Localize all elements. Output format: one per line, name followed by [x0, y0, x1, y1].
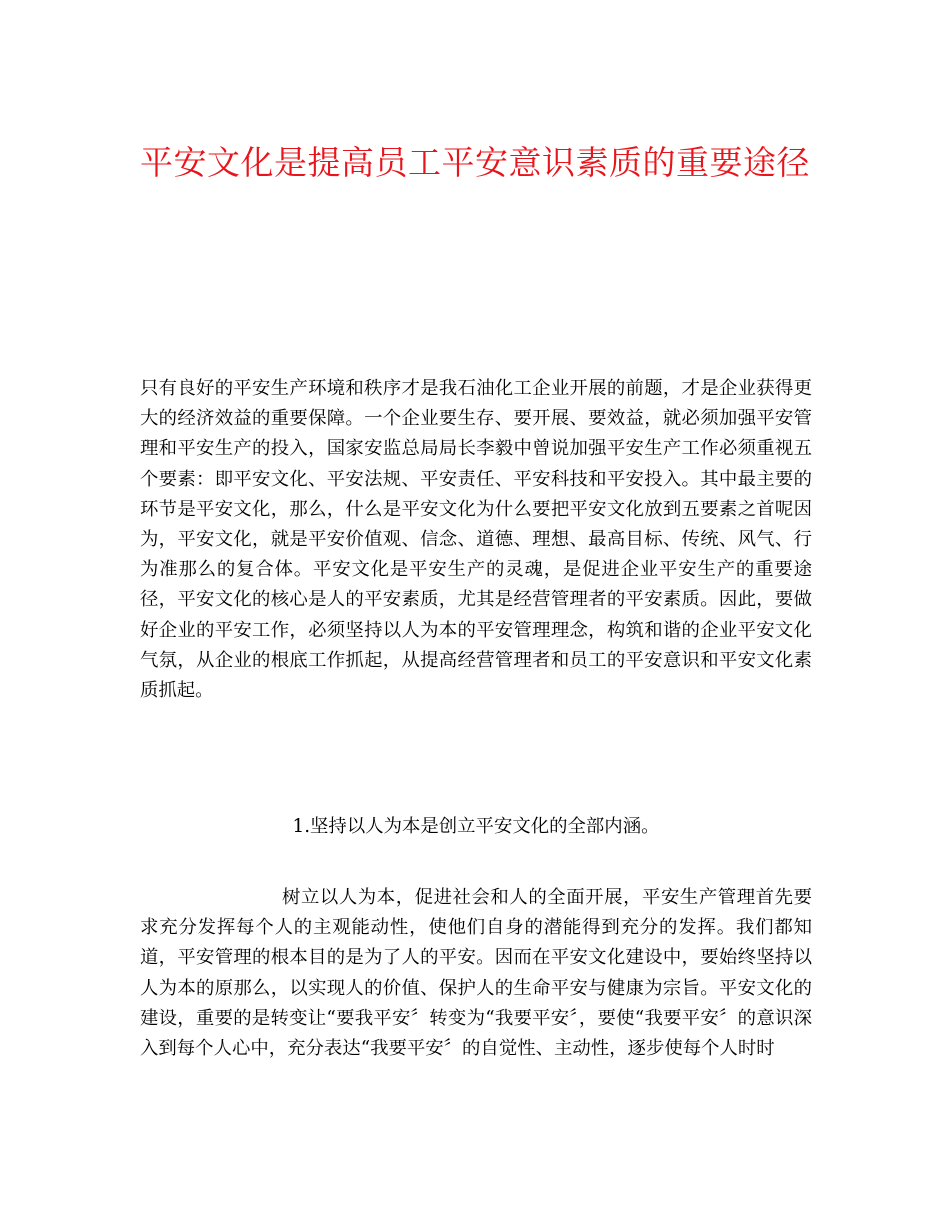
document-title: 平安文化是提高员工平安意识素质的重要途径: [140, 143, 810, 182]
section-heading: 1.坚持以人为本是创立平安文化的全部内涵。: [292, 816, 660, 837]
section-paragraph: 树立以人为本，促进社会和人的全面开展，平安生产管理首先要求充分发挥每个人的主观能动性，使他们自身的潜能得到充分的发挥。我们都知道，平安管理的根本目的是为了人的平安。因而在平安文化建设中，要始终坚持以人为本的原那么，以实现人的价值、保护人的生命平安与健康为宗旨。平安文化的建设，重要的是转变让“要我平安〞转变为“我要平安〞，要使“我要平安〞的意识深入到每个人心中，充分表达“我要平安〞的自觉性、主动性，逐步使每个人时时: [140, 887, 812, 1060]
intro-paragraph: 只有良好的平安生产环境和秩序才是我石油化工企业开展的前题，才是企业获得更大的经济效益的重要保障。一个企业要生存、要开展、要效益，就必须加强平安管理和平安生产的投入，国家安监总局局长李毅中曾说加强平安生产工作必须重视五个要素：即平安文化、平安法规、平安责任、平安科技和平安投入。其中最主要的环节是平安文化，那么，什么是平安文化为什么要把平安文化放到五要素之首呢因为，平安文化，就是平安价值观、信念、道德、理想、最高目标、传统、风气、行为准那么的复合体。平安文化是平安生产的灵魂，是促进企业平安生产的重要途径，平安文化的核心是人的平安素质，尤其是经营管理者的平安素质。因此，要做好企业的平安工作，必须坚持以人为本的平安管理理念，构筑和谐的企业平安文化气氛，从企业的根底工作抓起，从提高经营管理者和员工的平安意识和平安文化素质抓起。: [140, 378, 812, 702]
